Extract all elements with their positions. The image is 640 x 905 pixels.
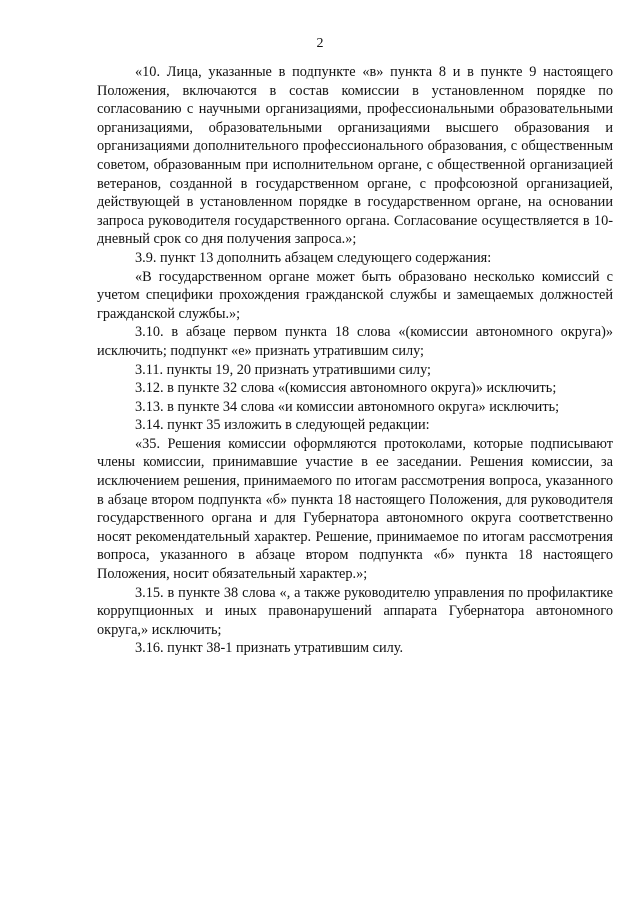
paragraph-3-13: 3.13. в пункте 34 слова «и комиссии автономного округа» исключить; (135, 398, 560, 415)
page-number: 2 (316, 36, 324, 51)
paragraph-3-9: 3.9. пункт 13 дополнить абзацем следующего содержания: (135, 249, 492, 266)
paragraph-clause-13-addition: «В государственном органе может быть образовано несколько комиссий с учетом специфики прохождения гражданской службы и замещаемых должностей гражданской службы.»; (97, 268, 613, 322)
paragraph-3-16: 3.16. пункт 38-1 признать утратившим силу. (135, 640, 404, 657)
paragraph-clause-35: «35. Решения комиссии оформляются протоколами, которые подписывают члены комиссии, принимавшие участие в ее заседании. Решения комиссии, за исключением решения, принимаемого по итогам рассмотрения вопроса, указанного в абзаце втором подпункта «б» пункта 18 настоящего Положения, для руководителя государственного органа и для Губернатора автономного округа соответственно носят рекомендательный характер. Решение, принимаемое по итогам рассмотрения вопроса, указанного в абзаце втором подпункта «б» пункта 18 настоящего Положения, носит обязательный характер.»; (97, 435, 613, 583)
paragraph-3-15: 3.15. в пункте 38 слова «, а также руководителю управления по профилактике коррупционных и иных правонарушений аппарата Губернатора автономного округа,» исключить; (97, 584, 613, 638)
paragraph-3-10: 3.10. в абзаце первом пункта 18 слова «(комиссии автономного округа)» исключить; подпункт «е» признать утратившим силу; (97, 324, 613, 359)
paragraph-3-11: 3.11. пункты 19, 20 признать утратившими силу; (135, 361, 431, 378)
paragraph-3-14: 3.14. пункт 35 изложить в следующей редакции: (135, 417, 430, 434)
paragraph-3-12: 3.12. в пункте 32 слова «(комиссия автономного округа)» исключить; (135, 380, 557, 397)
document-body (97, 63, 613, 658)
paragraph-clause-10: «10. Лица, указанные в подпункте «в» пункта 8 и в пункте 9 настоящего Положения, включаются в состав комиссии в установленном порядке по согласованию с научными организациями, профессиональными образовательными организациями, образовательными организациями высшего образования и организациями дополнительного профессионального образования, с общественным советом, образованным при исполнительном органе, с общественной организацией ветеранов, созданной в государственном органе, с профсоюзной организацией, действующей в установленном порядке в государственном органе, на основании запроса руководителя государственного органа. Согласование осуществляется в 10-дневный срок со дня получения запроса.»; (97, 64, 613, 248)
